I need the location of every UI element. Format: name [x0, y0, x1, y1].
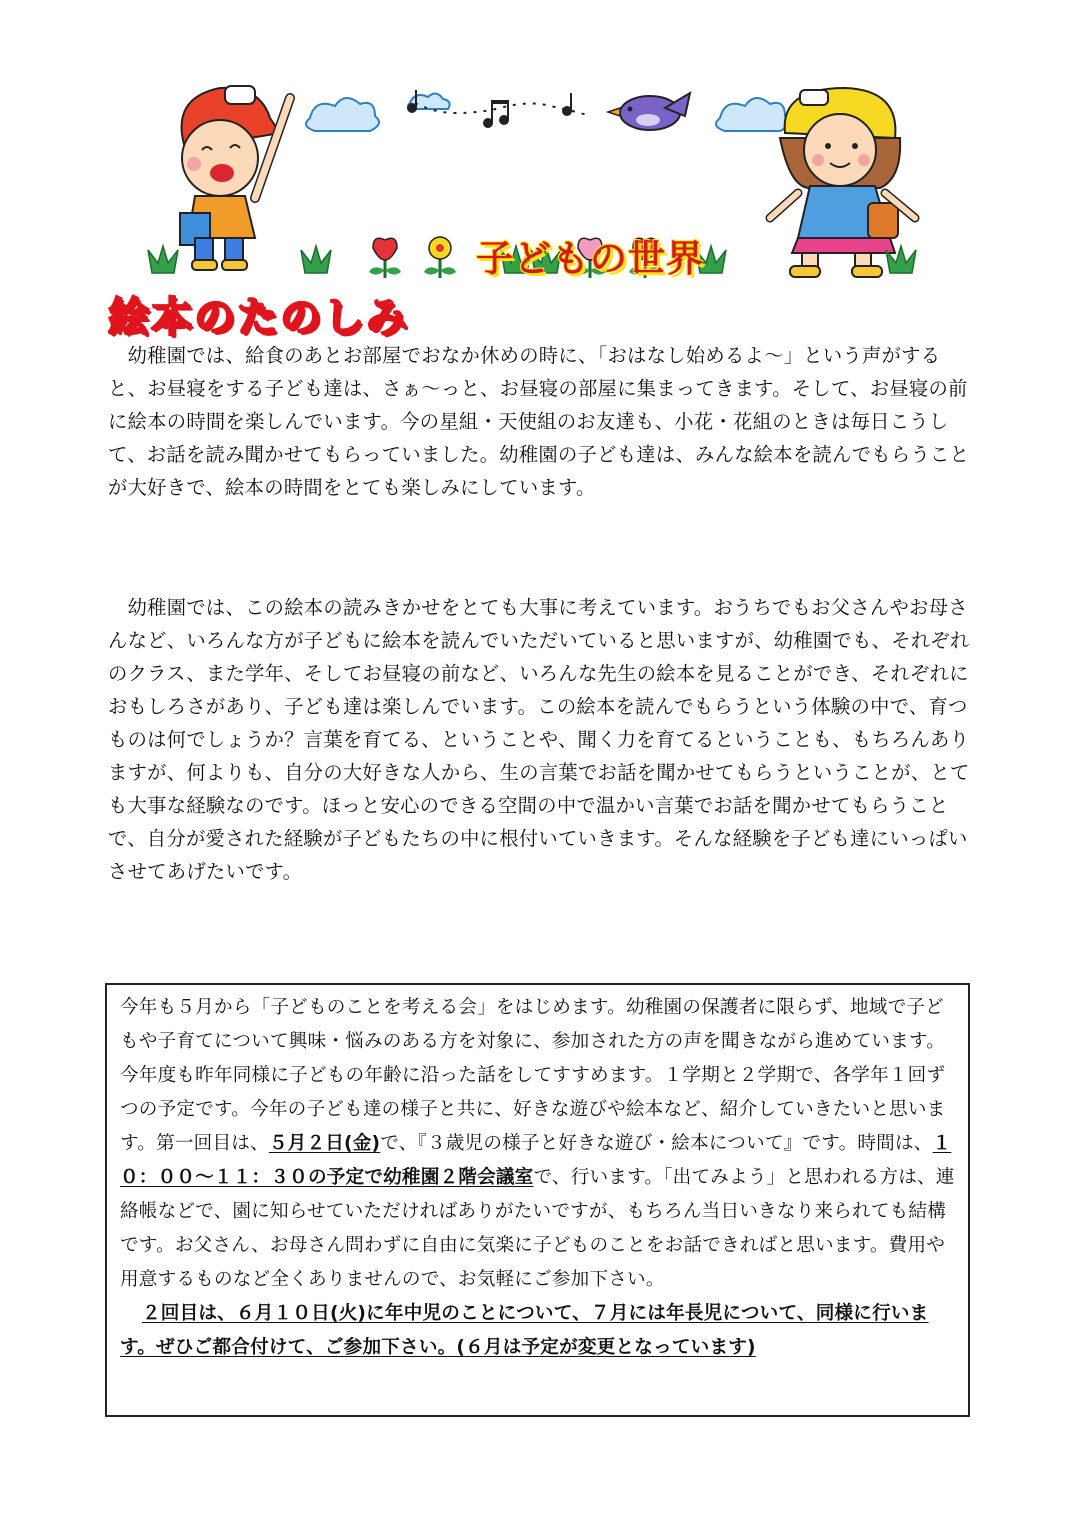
paragraph-2 [108, 591, 970, 888]
notice-place: 幼稚園２階会議室 [383, 1167, 534, 1188]
bird-icon [608, 93, 690, 130]
notice-part-4: ２回目は、６月１０日(火)に年中児のことについて、７月には年長児について、同様に行います。ぜひご都合付けて、ご参加下さい。(６月は予定が変更となっています) [120, 1303, 929, 1358]
banner-title: 子どもの世界 [476, 237, 704, 280]
notice-time: １０：００～１１：３０の予定で [120, 1133, 952, 1188]
notice-part-1: 今年も５月から「子どものことを考える会」をはじめます。幼稚園の保護者に限らず、地域で子どもや子育てについて興味・悩みのある方を対象に、参加された方の声を聞きながら進めています。今年度も昨年同様に子どもの年齢に沿った話をしてすすめます。１学期と２学期で、各学年１回ずつの予定です。今年の子ども達の様子と共に、好きな遊びや絵本など、紹介していきたいと思います。第一回目は、 [120, 997, 946, 1154]
boy-with-red-hat-icon [180, 86, 290, 270]
paragraph-1 [108, 339, 970, 504]
paragraph-1-text: 幼稚園では、給食のあとお部屋でおなか休めの時に、「おはなし始めるよ～」という声がすると、お昼寝をする子ども達は、さぁ～っと、お昼寝の部屋に集まってきます。そして、お昼寝の前に絵本の時間を楽しんでいます。今の星組・天使組のお友達も、小花・花組のときは毎日こうして、お話を読み聞かせてもらっていました。幼稚園の子ども達は、みんな絵本を読んでもらうことが大好きで、絵本の時間をとても楽しみにしています。 [108, 344, 970, 499]
header-illustration [130, 78, 940, 283]
notice-second-session [120, 1297, 958, 1365]
notice-box [105, 983, 970, 1417]
notice-text [120, 991, 958, 1297]
notice-part-3: で、行います。「出てみよう」と思われる方は、連絡帳などで、園に知らせていただければありがたいですが、もちろん当日いきなり来られても結構です。お父さん、お母さん問わずに自由に気楽に子どものことをお話できればと思います。費用や用意するものなど全くありませんので、お気軽にご参加下さい。 [120, 1167, 955, 1290]
paragraph-2-text: 幼稚園では、この絵本の読みきかせをとても大事に考えています。おうちでもお父さんやお母さんなど、いろんな方が子どもに絵本を読んでいただいていると思いますが、幼稚園でも、それぞれのクラス、また学年、そしてお昼寝の前など、いろんな先生の絵本を見ることができ、それぞれにおもしろさがあり、子ども達は楽しんでいます。この絵本を読んでもらうという体験の中で、育つものは何でしょうか？言葉を育てる、ということや、聞く力を育てるということも、もちろんありますが、何よりも、自分の大好きな人から、生の言葉でお話を聞かせてもらうということが、とても大事な経験なのです。ほっと安心のできる空間の中で温かい言葉でお話を聞かせてもらうことで、自分が愛された経験が子どもたちの中に根付いていきます。そんな経験を子ども達にいっぱいさせてあげたいです。 [108, 596, 970, 883]
section-title: 絵本のたのしみ [108, 293, 409, 341]
notice-part-2: で、『３歳児の様子と好きな遊び・絵本について』です。時間は、 [380, 1133, 933, 1154]
cloud-icon [306, 93, 789, 131]
notice-date: ５月２日(金) [268, 1133, 381, 1154]
